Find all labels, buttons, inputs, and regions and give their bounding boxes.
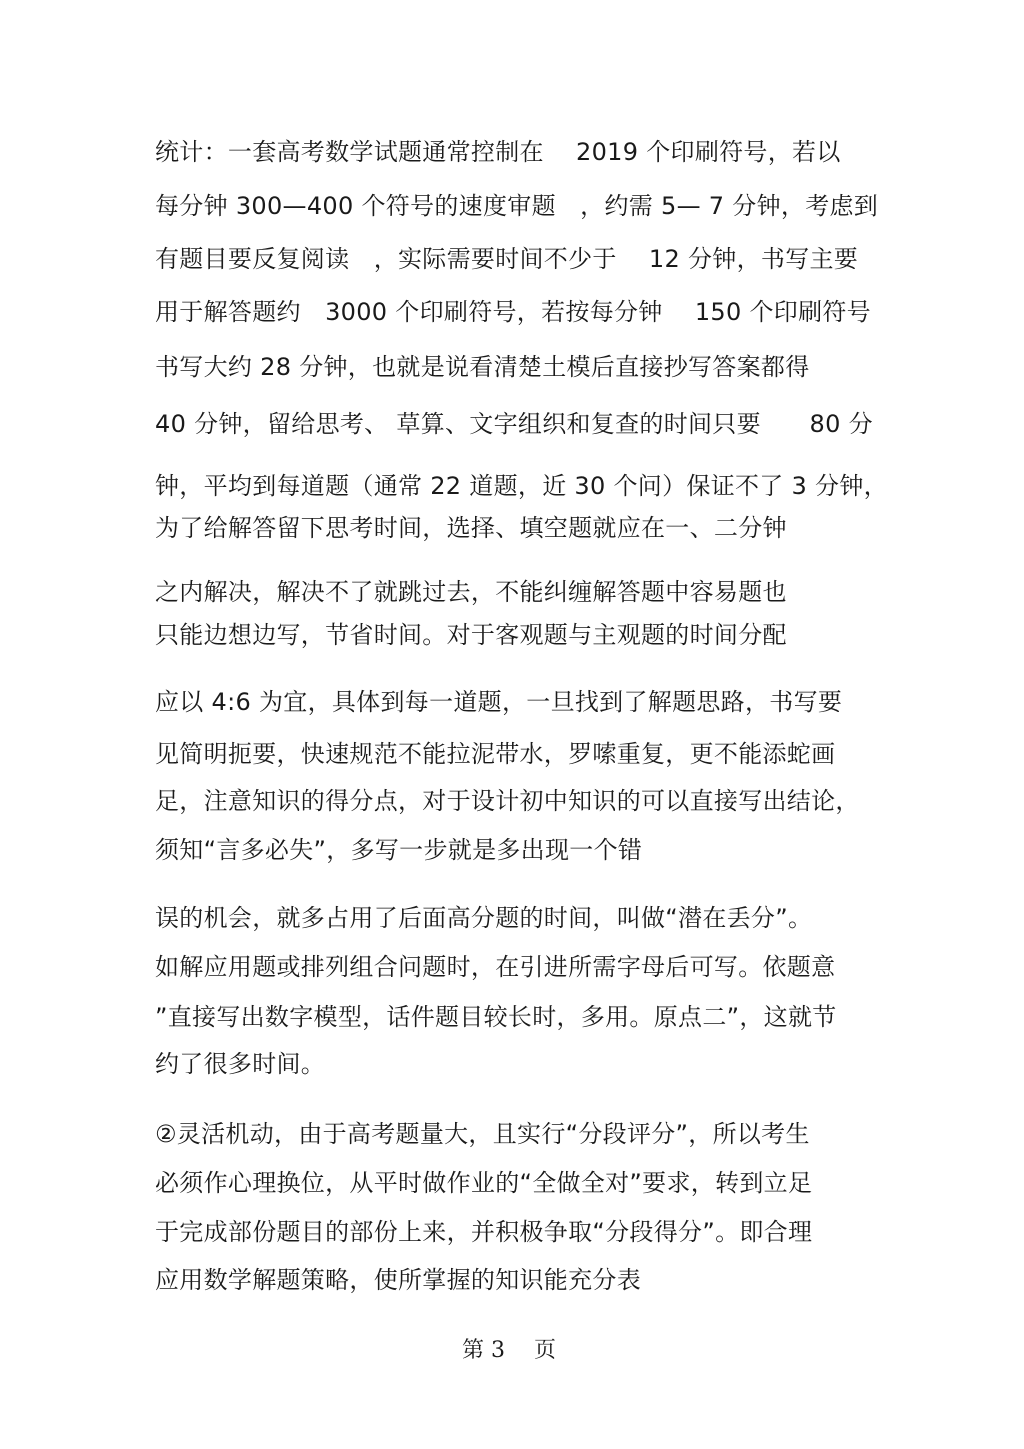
- text-line-17: ”直接写出数字模型，话件题目较长时，多用。原点二”，这就节: [155, 1003, 837, 1031]
- text-line-7: 钟，平均到每道题（通常 22 道题，近 30 个问）保证不了 3 分钟，: [155, 472, 888, 500]
- text-line-21: 于完成部份题目的部份上来，并积极争取“分段得分”。即合理: [155, 1218, 813, 1246]
- text-line-1: 统计：一套高考数学试题通常控制在 2019 个印刷符号，若以: [155, 138, 841, 166]
- text-line-2: 每分钟 300—400 个符号的速度审题 ，约需 5— 7 分钟，考虑到: [155, 192, 879, 220]
- text-line-9: 之内解决，解决不了就跳过去，不能纠缠解答题中容易题也: [155, 578, 787, 606]
- text-line-13: 足，注意知识的得分点，对于设计初中知识的可以直接写出结论，: [155, 787, 860, 815]
- text-line-6: 40 分钟，留给思考、 草算、文字组织和复查的时间只要 80 分: [155, 410, 873, 438]
- text-line-22: 应用数学解题策略，使所掌握的知识能充分表: [155, 1266, 641, 1294]
- text-line-8: 为了给解答留下思考时间，选择、填空题就应在一、二分钟: [155, 514, 787, 542]
- text-line-15: 误的机会，就多占用了后面高分题的时间，叫做“潜在丢分”。: [155, 904, 813, 932]
- page-number: 第 3 页: [462, 1338, 556, 1363]
- text-line-18: 约了很多时间。: [155, 1050, 326, 1078]
- text-line-19: ②灵活机动，由于高考题量大，且实行“分段评分”，所以考生: [155, 1120, 810, 1148]
- text-line-20: 必须作心理换位，从平时做作业的“全做全对”要求，转到立足: [155, 1169, 813, 1197]
- text-line-11: 应以 4:6 为宜，具体到每一道题，一旦找到了解题思路，书写要: [155, 688, 843, 716]
- text-line-16: 如解应用题或排列组合问题时，在引进所需字母后可写。依题意: [155, 953, 836, 981]
- text-line-4: 用于解答题约 3000 个印刷符号，若按每分钟 150 个印刷符号: [155, 298, 871, 326]
- text-line-5: 书写大约 28 分钟，也就是说看清楚土模后直接抄写答案都得: [155, 353, 810, 381]
- text-line-14: 须知“言多必失”，多写一步就是多出现一个错: [155, 836, 643, 864]
- text-line-12: 见简明扼要，快速规范不能拉泥带水，罗嗦重复，更不能添蛇画: [155, 740, 836, 768]
- text-line-10: 只能边想边写，节省时间。对于客观题与主观题的时间分配: [155, 621, 787, 649]
- text-line-3: 有题目要反复阅读 ，实际需要时间不少于 12 分钟，书写主要: [155, 245, 859, 273]
